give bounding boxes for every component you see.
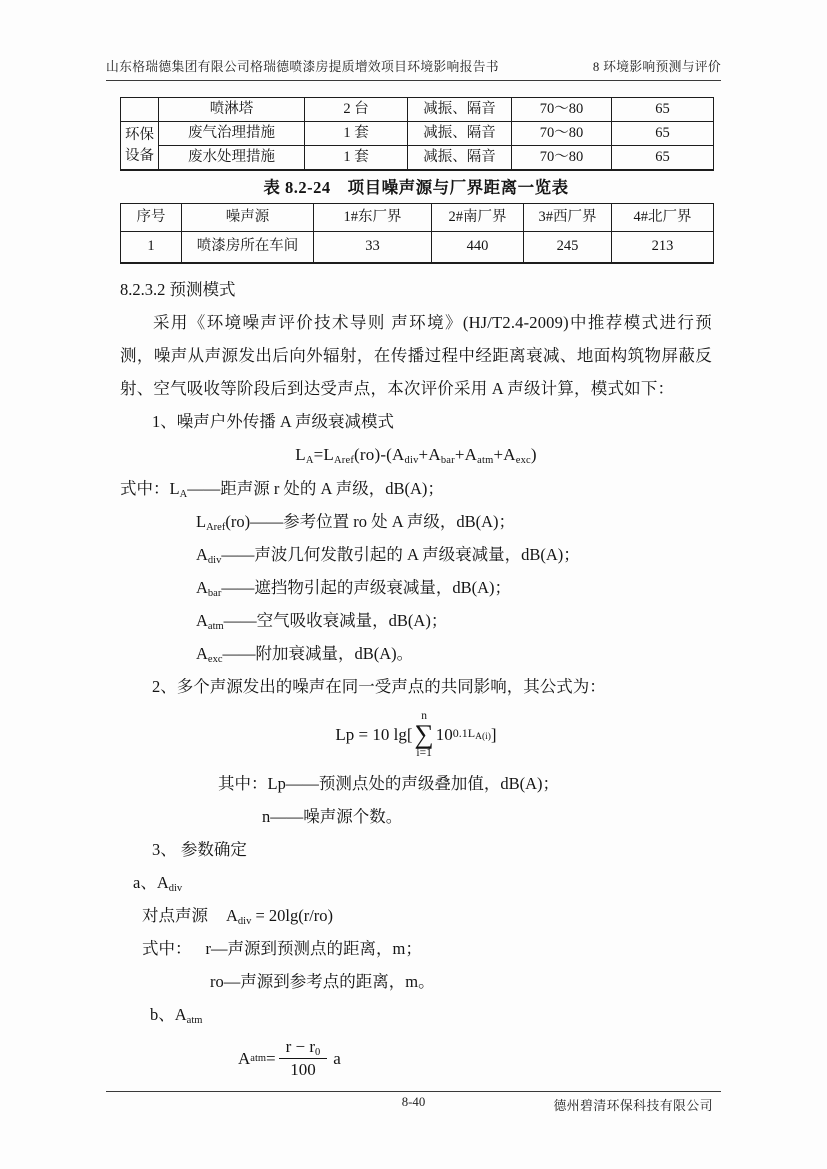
sum-upper-limit: n xyxy=(421,709,427,722)
formula-aatm-fraction: A atm = $\frac{r - r_0}{100}$ a xyxy=(238,1037,341,1079)
definition-term: A xyxy=(196,577,208,597)
formula-term: +A xyxy=(454,444,478,464)
table-header-row xyxy=(121,204,714,232)
equipment-level-cell: 70～80 xyxy=(512,146,612,171)
formula-term: =L xyxy=(313,444,334,464)
sum-lower-limit: i=1 xyxy=(416,746,432,759)
formula-term: = 20lg(r/ro) xyxy=(251,905,334,925)
formula-term: L xyxy=(295,444,306,464)
definition-text: ——距声源 r 处的 A 声级，dB(A)； xyxy=(187,478,444,498)
page-footer xyxy=(106,1091,721,1115)
formula-term: ] xyxy=(490,724,497,744)
group-cell-empty xyxy=(121,98,159,122)
definition-line xyxy=(120,505,712,538)
header-chapter-title: 8 环境影响预测与评价 xyxy=(592,60,721,74)
footer-company-name: 德州碧清环保科技有限公司 xyxy=(553,1099,713,1113)
equipment-name-cell: 喷淋塔 xyxy=(159,98,305,122)
formula-term: (ro)-(A xyxy=(354,444,405,464)
equipment-measure-cell: 减振、隔音 xyxy=(408,122,512,146)
fraction-denominator: 100 xyxy=(290,1060,316,1079)
exponent-main: 0.1L xyxy=(452,725,476,740)
cell-south-distance: 440 xyxy=(432,232,524,263)
point-source-label: 对点声源 xyxy=(142,905,208,925)
list-item-1: 1、噪声户外传播 A 声级衰减模式 xyxy=(152,411,395,431)
group-cell-env-equipment: 环保设备 xyxy=(121,122,159,171)
sigma-sum xyxy=(415,711,434,759)
formula-term: Lp = 10 lg[ xyxy=(335,724,413,744)
param-label: a、 xyxy=(133,872,157,892)
equipment-level-cell: 70～80 xyxy=(512,98,612,122)
definition-prefix: 式中： xyxy=(120,478,170,498)
definition-line xyxy=(120,604,712,637)
definition-line xyxy=(120,538,712,571)
cell-source: 喷漆房所在车间 xyxy=(182,232,314,263)
definition-text: ——遮挡物引起的声级衰减量，dB(A)； xyxy=(221,577,512,597)
formula-subscript: atm xyxy=(477,454,494,466)
equipment-limit-cell: 65 xyxy=(612,146,714,171)
col-header-south: 2#南厂界 xyxy=(432,204,524,232)
equipment-name-cell: 废水处理措施 xyxy=(159,146,305,171)
equipment-measure-cell: 减振、隔音 xyxy=(408,146,512,171)
definition-text: ——预测点处的声级叠加值，dB(A)； xyxy=(285,773,560,793)
table-row xyxy=(121,232,714,263)
definition-line xyxy=(120,932,712,965)
definition-line xyxy=(120,767,712,800)
definition-prefix: 式中： xyxy=(142,938,192,958)
table-row xyxy=(121,98,714,122)
distance-table-caption: 表 8.2-24 项目噪声源与厂界距离一览表 xyxy=(263,178,569,197)
formula-term: a xyxy=(333,1048,341,1068)
equipment-level-cell: 70～80 xyxy=(512,122,612,146)
definition-subscript: bar xyxy=(207,587,222,599)
header-report-title: 山东格瑞德集团有限公司格瑞德喷漆房提质增效项目环境影响报告书 xyxy=(106,60,499,74)
definition-term: L xyxy=(169,478,180,498)
page-header xyxy=(106,0,721,81)
equipment-limit-cell: 65 xyxy=(612,98,714,122)
noise-source-distance-table xyxy=(120,203,714,264)
equipment-noise-table xyxy=(120,97,714,171)
definition-subscript: exc xyxy=(207,653,223,665)
point-source-formula-line xyxy=(120,899,712,932)
fraction xyxy=(279,1037,328,1080)
equipment-name-cell: 废气治理措施 xyxy=(159,122,305,146)
param-item-a xyxy=(120,866,712,899)
formula-term: r − r xyxy=(285,1037,316,1056)
definition-prefix: 其中： xyxy=(218,773,268,793)
col-header-source: 噪声源 xyxy=(182,204,314,232)
formula-subscript: Aref xyxy=(333,454,355,466)
list-item-3: 3、 参数确定 xyxy=(152,839,247,859)
fraction-numerator xyxy=(279,1037,328,1059)
page-number: 8-40 xyxy=(401,1095,426,1109)
formula-subscript: 0 xyxy=(315,1047,321,1058)
equipment-limit-cell: 65 xyxy=(612,122,714,146)
definition-term: A xyxy=(196,643,208,663)
formula-term: 10 xyxy=(435,724,453,744)
cell-index: 1 xyxy=(121,232,182,263)
definition-subscript: Aref xyxy=(206,521,226,533)
param-label: b、 xyxy=(150,1004,175,1024)
exponent-subscript: A(i) xyxy=(475,731,491,742)
col-header-east: 1#东厂界 xyxy=(314,204,432,232)
list-item-2: 2、多个声源发出的噪声在同一受声点的共同影响，其公式为： xyxy=(152,676,606,696)
col-header-west: 3#西厂界 xyxy=(524,204,612,232)
definition-text: (ro)——参考位置 ro 处 A 声级，dB(A)； xyxy=(225,511,515,531)
equipment-measure-cell: 减振、隔音 xyxy=(408,98,512,122)
formula-term: +A xyxy=(418,444,441,464)
definition-subscript: A xyxy=(179,488,188,500)
intro-paragraph: 采用《环境噪声评价技术导则 声环境》(HJ/T2.4-2009)中推荐模式进行预测，噪声从声源发出后向外辐射，在传播过程中经距离衰减、地面构筑物屏蔽反射、空气吸收等阶段后到达受声点，本次评价采用 A 声级计算，模式如下： xyxy=(120,312,712,398)
formula-subscript: div xyxy=(404,454,419,466)
formula-term: A xyxy=(226,905,238,925)
definition-term: A xyxy=(196,610,208,630)
param-subscript: atm xyxy=(186,1014,203,1026)
definition-term: A xyxy=(196,544,208,564)
definition-text: ——附加衰减量，dB(A)。 xyxy=(222,643,414,663)
formula-la-attenuation xyxy=(120,438,712,472)
definition-term: n xyxy=(262,806,271,826)
definitions-lp xyxy=(120,767,712,833)
formula-lp-sum xyxy=(120,703,712,767)
definition-text: r—声源到预测点的距离，m； xyxy=(205,938,422,958)
param-subscript: div xyxy=(168,882,183,894)
sigma-icon: ∑ xyxy=(414,718,434,749)
param-term: A xyxy=(156,872,169,892)
formula-subscript: div xyxy=(237,915,252,927)
definition-term: L xyxy=(196,511,207,531)
formula-term: A xyxy=(238,1048,251,1068)
cell-east-distance: 33 xyxy=(314,232,432,263)
formula-term: +A xyxy=(493,444,516,464)
definition-line xyxy=(120,800,712,833)
definition-text: ro—声源到参考点的距离，m。 xyxy=(210,971,435,991)
formula-adiv xyxy=(226,906,333,925)
definition-line xyxy=(120,637,712,670)
definition-text: ——声波几何发散引起的 A 声级衰减量，dB(A)； xyxy=(221,544,580,564)
definition-term: Lp xyxy=(267,773,286,793)
formula-exponent xyxy=(452,725,491,742)
col-header-north: 4#北厂界 xyxy=(612,204,714,232)
formula-subscript: exc xyxy=(515,454,531,466)
param-item-b xyxy=(120,998,712,1031)
definition-subscript: atm xyxy=(207,620,224,632)
param-term: A xyxy=(174,1004,187,1024)
col-header-index: 序号 xyxy=(121,204,182,232)
cell-north-distance: 213 xyxy=(612,232,714,263)
definition-line xyxy=(120,571,712,604)
definition-subscript: div xyxy=(207,554,222,566)
definition-text: ——噪声源个数。 xyxy=(270,806,403,826)
formula-term: = xyxy=(266,1048,276,1068)
formula-term: ) xyxy=(530,444,537,464)
definition-line xyxy=(120,965,712,998)
definition-line xyxy=(120,472,712,505)
formula-subscript: A xyxy=(305,454,314,466)
equipment-qty-cell: 1 套 xyxy=(305,122,408,146)
section-heading: 8.2.3.2 预测模式 xyxy=(120,279,236,299)
definitions-la xyxy=(120,472,712,670)
equipment-qty-cell: 2 台 xyxy=(305,98,408,122)
definition-text: ——空气吸收衰减量，dB(A)； xyxy=(223,610,448,630)
table-row xyxy=(121,122,714,146)
table-row xyxy=(121,146,714,171)
equipment-qty-cell: 1 套 xyxy=(305,146,408,171)
cell-west-distance: 245 xyxy=(524,232,612,263)
formula-subscript: bar xyxy=(440,454,455,466)
